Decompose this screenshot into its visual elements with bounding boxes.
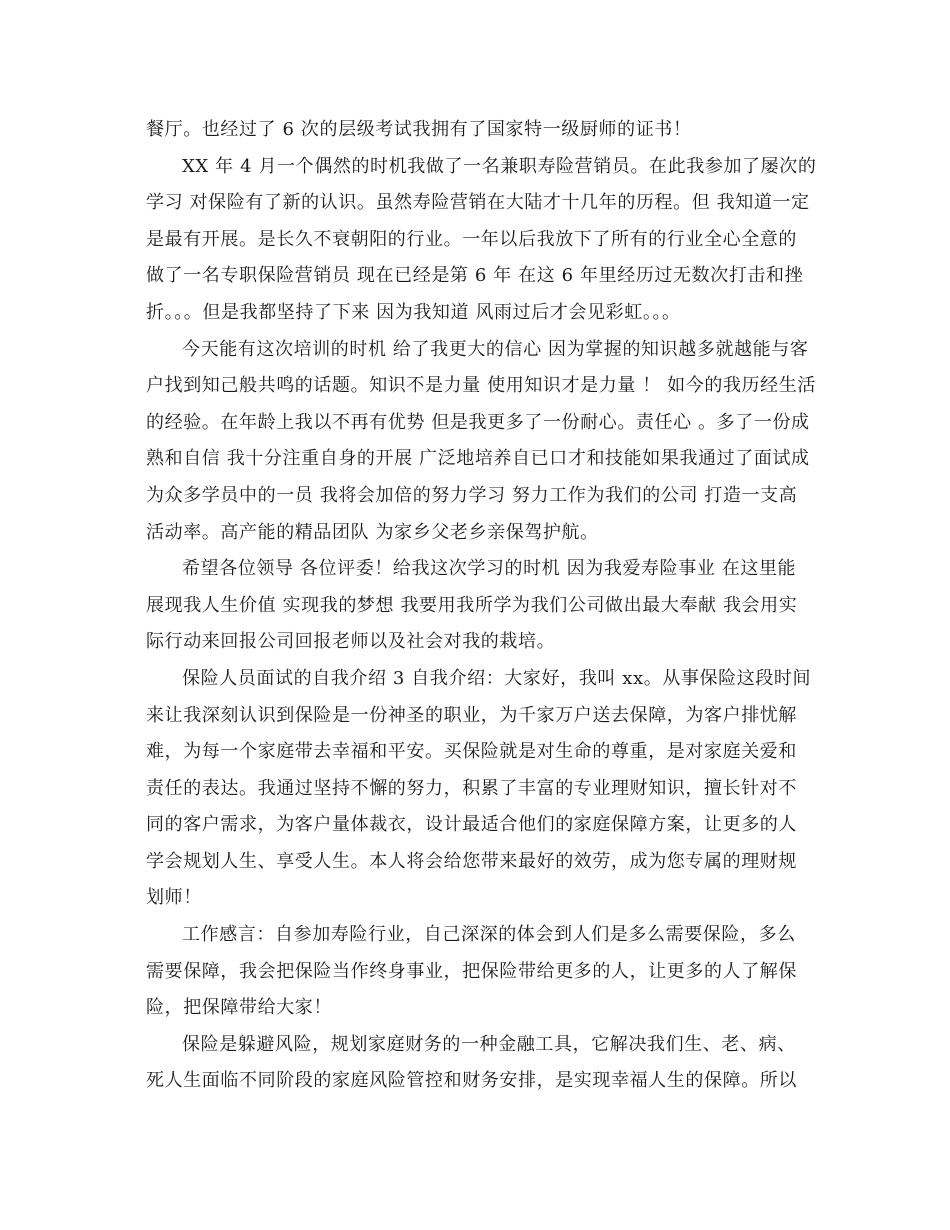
text-line: 熟和自信 我十分注重自身的开展 广泛地培养自已口才和技能如果我通过了面试成 xyxy=(146,448,810,470)
text-line: 折。。。但是我都坚持了下来 因为我知道 风雨过后才会见彩虹。。。 xyxy=(146,301,681,323)
text-line: 同的客户需求，为客户量体裁衣，设计最适合他们的家庭保障方案，让更多的人 xyxy=(146,814,797,836)
text-line: 活动率。高产能的精品团队 为家乡父老乡亲保驾护航。 xyxy=(146,521,599,543)
text-line: 划师！ xyxy=(146,887,202,909)
text-line: XX 年 4 月一个偶然的时机我做了一名兼职寿险营销员。在此我参加了屡次的 xyxy=(182,155,817,177)
text-line: 做了一名专职保险营销员 现在已经是第 6 年 在这 6 年里经历过无数次打击和挫 xyxy=(146,265,804,287)
text-line: 展现我人生价值 实现我的梦想 我要用我所学为我们公司做出最大奉献 我会用实 xyxy=(146,594,798,616)
text-line: 工作感言：自参加寿险行业，自己深深的体会到人们是多么需要保险，多么 xyxy=(182,924,796,946)
text-line: 的经验。在年龄上我以不再有优势 但是我更多了一份耐心。责任心 。多了一份成 xyxy=(146,411,810,433)
text-line: 死人生面临不同阶段的家庭风险管控和财务安排，是实现幸福人生的保障。所以 xyxy=(146,1070,797,1092)
text-line: 是最有开展。是长久不衰朝阳的行业。一年以后我放下了所有的行业全心全意的 xyxy=(146,228,797,250)
text-line: 险，把保障带给大家！ xyxy=(146,997,332,1019)
text-line: 责任的表达。我通过坚持不懈的努力，积累了丰富的专业理财知识，擅长针对不 xyxy=(146,777,797,799)
text-line: 为众多学员中的一员 我将会加倍的努力学习 努力工作为我们的公司 打造一支高 xyxy=(146,484,798,506)
text-line: 户找到知己般共鸣的话题。知识不是力量 使用知识才是力量 ！ 如今的我历经生活 xyxy=(146,375,816,397)
text-line: 际行动来回报公司回报老师以及社会对我的栽培。 xyxy=(146,631,556,653)
text-line: 来让我深刻认识到保险是一份神圣的职业，为千家万户送去保障，为客户排忧解 xyxy=(146,704,797,726)
text-line: 难，为每一个家庭带去幸福和平安。买保险就是对生命的尊重，是对家庭关爱和 xyxy=(146,741,797,763)
document-body xyxy=(146,112,816,1100)
text-line: 学习 对保险有了新的认识。虽然寿险营销在大陆才十几年的历程。但 我知道一定 xyxy=(146,192,810,214)
text-line: 保险是躲避风险，规划家庭财务的一种金融工具，它解决我们生、老、病、 xyxy=(182,1033,796,1055)
text-line: 学会规划人生、享受人生。本人将会给您带来最好的效劳，成为您专属的理财规 xyxy=(146,850,797,872)
text-line: 餐厅。也经过了 6 次的层级考试我拥有了国家特一级厨师的证书！ xyxy=(146,119,692,140)
text-line: 需要保障，我会把保险当作终身事业，把保险带给更多的人，让更多的人了解保 xyxy=(146,960,797,982)
text-line: 希望各位领导 各位评委！给我这次学习的时机 因为我爱寿险事业 在这里能 xyxy=(182,558,797,580)
text-line: 今天能有这次培训的时机 给了我更大的信心 因为掌握的知识越多就越能与客 xyxy=(182,338,809,360)
text-line: 保险人员面试的自我介绍 3 自我介绍：大家好，我叫 xx。从事保险这段时间 xyxy=(182,667,812,689)
